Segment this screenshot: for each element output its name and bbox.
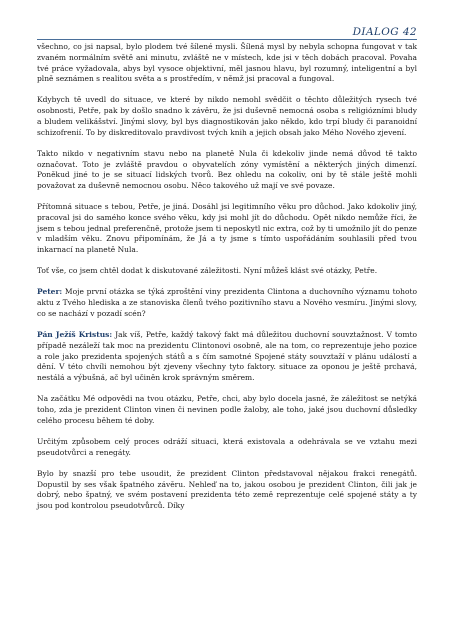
body-text [37,42,417,512]
speaker-label: Peter: [37,287,63,297]
paragraph [37,469,417,512]
paragraph [37,287,417,319]
paragraph-text: Přítomná situace s tebou, Petře, je jiná. Dosáhl jsi legitimního věku pro důchod. Jako kdokoliv jiný, pracoval jsi do samého konce svého věku, kdy jsi mohl jít do důchodu. Opět nikdo nemůže říci, že jsem s tebou jednal preferenčně, protože jsem ti neposkytl nic extra, což by ti umožnilo jít do penze v mladším věku. Znovu připomínám, že Já a ty jsme s tímto uspořádáním souhlasili před tvou inkarnací na planetě Nula. [37,202,417,255]
paragraph [37,202,417,256]
paragraph-text: všechno, co jsi napsal, bylo plodem tvé šílené mysli. Šílená mysl by nebyla schopna fungovat v tak zvaném normálním světě ani minutu, zvláště ne v místech, kde jsi v těch dobách pracoval. Povaha tvé práce vyžadovala, abys byl vysoce objektivní, měl jasnou hlavu, byl rozumný, inteligentní a byl plně seznámen s realitou světa a s prostředím, v němž jsi pracoval a fungoval. [37,42,417,84]
paragraph [37,394,417,426]
paragraph-text: Kdybych tě uvedl do situace, ve které by nikdo nemohl svědčit o těchto důležitých rysech tvé osobnosti, Petře, pak by došlo snadno k závěru, že jsi duševně nemocná osoba s religiózními bludy a bludem velikášství. Jinými slovy, byl bys diagnostikován jako někdo, kdo trpí bludy či paranoidní schizofrenií. To by diskreditovalo pravdivost tvých knih a jejich obsah jako Mého Nového zjevení. [37,95,417,137]
document-page [37,22,417,522]
paragraph [37,149,417,192]
header-title: DIALOG 42 [352,26,417,38]
paragraph-text: Bylo by snazší pro tebe usoudit, že prezident Clinton představoval nějakou frakci renegátů. Dopustil by ses však špatného závěru. Nehleď na to, jakou osobou je prezident Clinton, čili jak je dobrý, nebo špatný, ve svém postavení prezidenta této země reprezentuje celé spojené státy a ty jsou pod kontrolou pseudotvůrců. Díky [37,468,417,511]
paragraph [37,95,417,138]
speaker-label: Pán Ježíš Kristus: [37,330,113,340]
running-header [37,22,417,40]
paragraph-text: Jak víš, Petře, každý takový fakt má důležitou duchovní souvztažnost. V tomto případě nezáleží tak moc na prezidentu Clintonovi osobně, ale na tom, co reprezentuje jeho pozice a role jako prezidenta spojených států a s čím samotné Spojené státy souvztaží v plánu událostí a dění. V této chvíli nemohou být zjeveny všechny tyto faktory. situace za oponou je ještě prchavá, nestálá a výbušná, ač byl učiněn krok správným směrem. [37,330,417,383]
paragraph [37,266,417,277]
paragraph-text: Určitým způsobem celý proces odráží situaci, která existovala a odehrávala se ve vztahu mezi pseudotvůrci a renegáty. [37,436,417,457]
paragraph-text: Moje první otázka se týká zproštění viny prezidenta Clintona a duchovního významu tohoto aktu z Tvého hlediska a ze stanoviska členů tvého pozitivního stavu a Nového vesmíru. Jinými slovy, co se nachází v pozadí scén? [37,287,417,318]
paragraph-text: Takto nikdo v negativním stavu nebo na planetě Nula či kdekoliv jinde nemá důvod tě takto označovat. Toto je zvláště pravdou o obyvatelích zóny vymístění a některých jiných dimenzí. Poněkud jiné to je se situací lidských tvorů. Bez ohledu na cokoliv, oni by tě stále ještě mohli považovat za duševně nemocnou osobu. Něco takového už mají ve své povaze. [37,148,417,191]
paragraph [37,437,417,459]
paragraph-text: Na začátku Mé odpovědi na tvou otázku, Petře, chci, aby bylo docela jasné, že záležitost se netýká toho, zda je prezident Clinton vinen či nevinen podle žaloby, ale toho, jaké jsou duchovní důsledky celého procesu během té doby. [37,394,417,425]
paragraph [37,330,417,384]
paragraph-text: Toť vše, co jsem chtěl dodat k diskutované záležitosti. Nyní můžeš klást své otázky, Petře. [37,266,378,276]
paragraph [37,42,417,85]
